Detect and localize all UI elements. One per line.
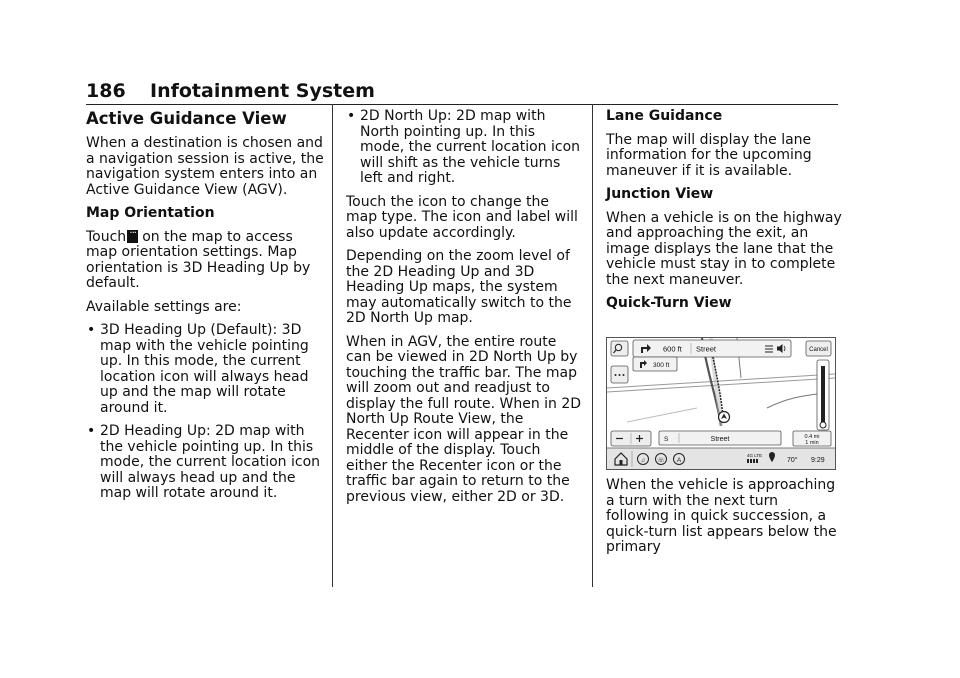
- zoom-controls[interactable]: [611, 431, 651, 446]
- more-options-icon: [127, 230, 138, 243]
- clock-label: 9:29: [811, 457, 825, 464]
- column-divider-2: [592, 104, 593, 587]
- junction-view-text: When a vehicle is on the highway and approaching the exit, an image displays the lane that the vehicle must stay in to complete the next maneuver.: [606, 209, 842, 288]
- more-options-button[interactable]: [611, 366, 628, 383]
- settings-list-continued: [346, 109, 582, 187]
- zoom-level-paragraph: Depending on the zoom level of the 2D Heading Up and 3D Heading Up maps, the system may automatically switch to the 2D North Up map.: [346, 248, 572, 326]
- list-item: • 2D Heading Up: 2D map with the vehicle pointing up. In this mode, the current location icon will always head up and the map will rotate around it.: [86, 424, 326, 502]
- touch-prefix: Touch: [86, 228, 127, 245]
- next-turn-distance: 300 ft: [653, 362, 670, 369]
- svg-text:☏: ☏: [657, 458, 665, 464]
- column-3: [606, 109, 842, 320]
- signal-label: 4G LTE: [747, 453, 763, 458]
- page-number: 186: [86, 80, 126, 102]
- turn-banner: [633, 340, 791, 357]
- quick-turn-text: When the vehicle is approaching a turn with the next turn following in quick succession, a quick-turn list appears below the primary: [606, 477, 837, 555]
- list-item: • 3D Heading Up (Default): 3D map with the vehicle pointing up. In this mode, the current location icon will always head up and the map will rotate around it.: [86, 323, 326, 416]
- section-title: Infotainment System: [150, 80, 375, 102]
- eta-box[interactable]: [793, 431, 831, 446]
- navigation-screen-illustration: [606, 337, 836, 470]
- turn-street-label: Street: [696, 344, 717, 354]
- map-type-paragraph: Touch the icon to change the map type. The icon and label will also update accordingly.: [346, 193, 578, 241]
- quick-turn-text-block: [606, 478, 842, 564]
- lane-guidance-text: The map will display the lane information for the upcoming maneuver if it is available.: [606, 131, 812, 179]
- column-1: [86, 109, 326, 510]
- column-divider-1: [332, 104, 333, 587]
- touch-paragraph: [86, 230, 326, 292]
- navigation-map: [607, 338, 835, 469]
- turn-distance-label: 600 ft: [663, 344, 682, 354]
- search-button[interactable]: [611, 341, 628, 356]
- remaining-time: 1 min: [805, 440, 819, 446]
- column-2: [346, 109, 582, 513]
- cancel-button[interactable]: [806, 341, 831, 356]
- agv-intro: When a destination is chosen and a navigation session is active, the navigation system enters into an Active Guidance View (AGV).: [86, 135, 324, 198]
- quick-turn-heading: Quick-Turn View: [606, 295, 732, 311]
- cancel-label: Cancel: [809, 347, 828, 353]
- junction-view-heading: Junction View: [606, 186, 714, 202]
- active-guidance-title: Active Guidance View: [86, 109, 287, 128]
- current-street-bar: [659, 431, 781, 445]
- lane-guidance-heading: Lane Guidance: [606, 108, 723, 124]
- traffic-bar[interactable]: [817, 360, 829, 430]
- list-item: • 2D North Up: 2D map with North pointing up. In this mode, the current location icon will shift as the vehicle turns left and right.: [346, 109, 582, 187]
- status-bar: [607, 448, 835, 469]
- touch-suffix: on the map to access map orientation settings. Map orientation is 3D Heading Up by default.: [86, 228, 311, 291]
- available-settings: Available settings are:: [86, 298, 242, 315]
- compass-heading: S: [664, 436, 669, 443]
- header-rule: [86, 104, 838, 105]
- temperature-label: 70°: [787, 457, 798, 464]
- route-view-paragraph: When in AGV, the entire route can be viewed in 2D North Up by touching the traffic bar. The map will zoom out and readjust to display the full route. When in 2D North Up Route View, the Recenter icon will appear in the middle of the display. Touch either the Recenter icon or the traffic bar again to return to the previous view, either 2D or 3D.: [346, 333, 582, 505]
- svg-text:A: A: [676, 457, 682, 464]
- svg-text:♫: ♫: [640, 458, 646, 464]
- remaining-distance: 0.4 mi: [804, 434, 820, 440]
- next-turn-banner: [633, 357, 677, 371]
- map-orientation-heading: Map Orientation: [86, 205, 215, 221]
- settings-list: [86, 323, 326, 502]
- current-street-label: Street: [710, 436, 730, 443]
- page-header: [86, 80, 838, 104]
